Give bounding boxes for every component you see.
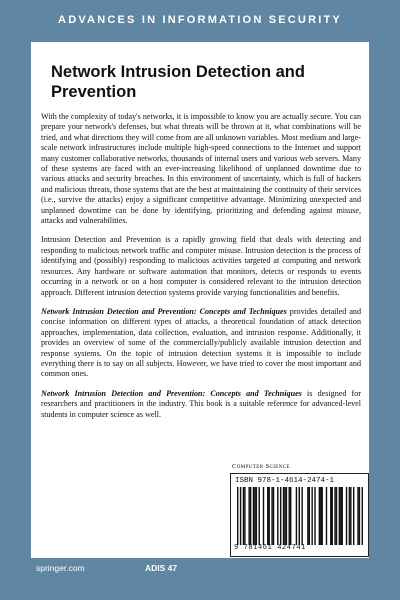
barcode-bar: [332, 487, 333, 545]
barcode-bar: [357, 487, 358, 545]
blurb-text: [41, 112, 361, 429]
barcode-bar: [258, 487, 259, 545]
barcode-bar: [346, 487, 347, 545]
blurb-paragraph-4-text: is designed for researchers and practitioners in the industry. This book is a suitable reference for advanced-level students in computer science as well.: [41, 388, 361, 419]
barcode-bar: [244, 487, 245, 545]
barcode-icon: [237, 487, 363, 545]
isbn-number: ISBN 978-1-4614-2474-1: [235, 477, 335, 485]
barcode-bar: [240, 487, 241, 545]
barcode-bar: [336, 487, 337, 545]
barcode-bar: [349, 487, 350, 545]
blurb-paragraph-1: With the complexity of today's networks, it is impossible to know you are actually secure. You can prepare your network's defenses, but what threats will be thrown at it, what combinations will be tried, and what directions they will come from are all unknown variables. Most medium and large-scale network infrastructures include multiple high-speed connections to the Internet and support many customer collaborative networks, thousands of internal users and various web servers. Many of these systems are faced with an ever-increasing likelihood of unplanned downtime due to various attacks and security breaches. In this environment of uncertainty, which is full of hackers and malicious threats, those systems that are the best at maintaining the continuity of their services (i.e., survive the attacks) enjoy a significant competitive advantage. Minimizing unexpected and unplanned downtime can be done by identifying, prioritizing and defending against misuse, attacks and vulnerabilities.: [41, 112, 361, 226]
isbn-barcode-box: [230, 473, 369, 557]
barcode-bar: [248, 487, 249, 545]
book-title-italic: Network Intrusion Detection and Prevention: Concepts and Techniques: [41, 388, 302, 398]
barcode-bar: [299, 487, 300, 545]
barcode-bar: [253, 487, 254, 545]
barcode-bar: [237, 487, 238, 545]
barcode-bar: [271, 487, 272, 545]
book-title: Network Intrusion Detection and Prevention: [51, 63, 305, 101]
barcode-bar: [296, 487, 297, 545]
barcode-bar: [283, 487, 284, 545]
barcode-bar: [286, 487, 287, 545]
barcode-bar: [330, 487, 331, 545]
barcode-bar: [321, 487, 322, 545]
subject-category: Computer Science: [232, 463, 290, 470]
barcode-bar: [280, 487, 281, 545]
barcode-bar: [301, 487, 302, 545]
barcode-bar: [326, 487, 327, 545]
barcode-digits: 9 781461 424741: [234, 544, 307, 552]
barcode-bar: [309, 487, 310, 545]
barcode-bar: [362, 487, 363, 545]
series-title: ADVANCES IN INFORMATION SECURITY: [58, 14, 342, 26]
barcode-bar: [273, 487, 274, 545]
blurb-paragraph-3: [41, 307, 361, 380]
blurb-paragraph-4: [41, 389, 361, 420]
barcode-bar: [311, 487, 312, 545]
blurb-paragraph-2: Intrusion Detection and Prevention is a rapidly growing field that deals with detecting and responding to malicious network traffic and computer misuse. Intrusion detection is the process of identifying and (possibly) responding to malicious activities targeted at computing and network resources. Any hardware or software automation that monitors, detects or responds to events occurring in a network or on a host computer is considered relevant to the intrusion detection approach. Different intrusion detection systems provide varying functionalities and benefits.: [41, 235, 361, 297]
barcode-bar: [307, 487, 308, 545]
barcode-bar: [250, 487, 251, 545]
barcode-bar: [284, 487, 285, 545]
barcode-bar: [320, 487, 321, 545]
barcode-bar: [314, 487, 315, 545]
barcode-bar: [256, 487, 257, 545]
barcode-bar: [353, 487, 354, 545]
barcode-bar: [267, 487, 268, 545]
barcode-bar: [334, 487, 335, 545]
series-number: ADIS 47: [145, 563, 178, 573]
barcode-bar: [254, 487, 255, 545]
book-title-italic: Network Intrusion Detection and Prevention: Concepts and Techniques: [41, 306, 287, 316]
blurb-paragraph-3-text: provides detailed and concise information on different types of attacks, a theoretical foundation of attack detection approaches, implementation, data collection, evaluation, and intrusion response. Additionally, it provides an overview of some of the commercially/publicly available intrusion detection and response systems. On the topic of intrusion detection systems it is impossible to include everything there is to say on all subjects. However, we have tried to cover the most important and common ones.: [41, 306, 362, 379]
barcode-bar: [277, 487, 278, 545]
barcode-bar: [350, 487, 351, 545]
barcode-bar: [263, 487, 264, 545]
publisher-url: springer.com: [36, 563, 85, 573]
barcode-bar: [342, 487, 343, 545]
barcode-bar: [339, 487, 340, 545]
barcode-bar: [319, 487, 320, 545]
barcode-bar: [269, 487, 270, 545]
barcode-bar: [359, 487, 360, 545]
barcode-bar: [289, 487, 290, 545]
barcode-bar: [340, 487, 341, 545]
barcode-bar: [290, 487, 291, 545]
barcode-bar: [243, 487, 244, 545]
back-cover-panel: [31, 42, 369, 558]
